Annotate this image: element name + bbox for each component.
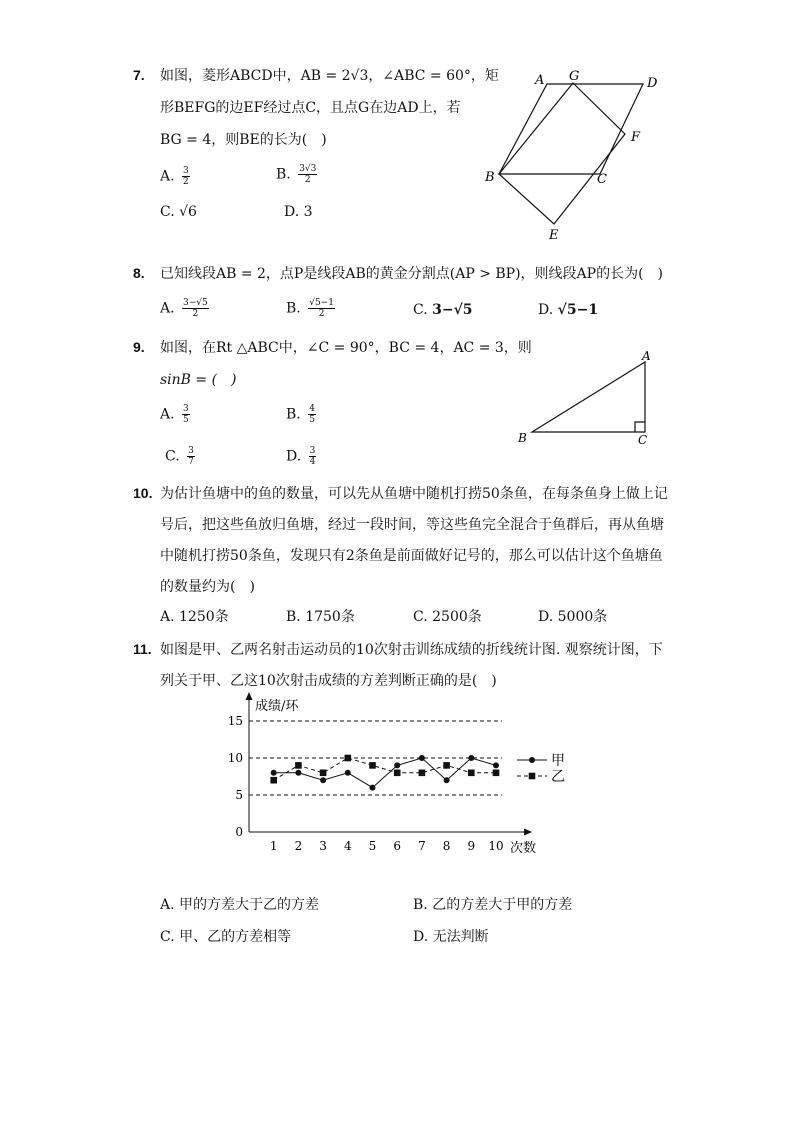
point-label-a: A — [642, 349, 651, 363]
series-1-point-4 — [345, 755, 352, 762]
q9-line2: sinB = ( ) — [160, 372, 237, 388]
series-0-point-5 — [370, 785, 376, 791]
q8-option-a[interactable]: A. $\frac{3-√5}{2}$ — [160, 298, 208, 319]
q11-option-a[interactable]: A. 甲的方差大于乙的方差 — [160, 897, 320, 913]
point-label-e: E — [549, 228, 559, 243]
q10-number: 10. — [133, 485, 153, 501]
q11-number: 11. — [133, 641, 152, 657]
q11-option-c[interactable]: C. 甲、乙的方差相等 — [160, 929, 292, 945]
rhombus-abcd — [499, 84, 643, 174]
q11-line2: 列关于甲、乙这10次射击成绩的方差判断正确的是( ) — [160, 673, 497, 689]
series-0-point-3 — [320, 777, 326, 783]
q9-option-d[interactable]: D. $\frac{3}{4}$ — [286, 446, 316, 467]
legend-label-1: 乙 — [551, 769, 565, 785]
series-1-point-7 — [419, 770, 426, 777]
series-1-point-9 — [468, 770, 475, 777]
q8-line1: 已知线段AB = 2，点P是线段AB的黄金分割点(AP > BP)，则线段AP的长为( ) — [160, 266, 664, 282]
point-label-g: G — [569, 69, 580, 84]
legend-marker-0 — [529, 757, 535, 763]
q10-option-b[interactable]: B. 1750条 — [286, 609, 355, 625]
series-0-point-4 — [345, 770, 351, 776]
q11-option-b[interactable]: B. 乙的方差大于甲的方差 — [413, 897, 573, 913]
legend-label-0: 甲 — [551, 753, 565, 769]
x-tick-label-6: 6 — [393, 839, 402, 853]
x-tick-label-7: 7 — [418, 839, 426, 853]
q9-option-b[interactable]: B. $\frac{4}{5}$ — [286, 404, 315, 425]
q10-line4: 的数量约为( ) — [160, 579, 255, 595]
y-tick-label-5: 5 — [235, 788, 243, 802]
q9-number: 9. — [133, 339, 145, 355]
q9-option-a[interactable]: A. $\frac{3}{5}$ — [160, 404, 189, 425]
q7-option-d[interactable]: D. 3 — [284, 204, 313, 220]
right-angle-mark — [635, 422, 645, 432]
x-tick-label-9: 9 — [467, 839, 476, 853]
series-1-point-8 — [443, 762, 450, 769]
series-0-point-2 — [295, 770, 301, 776]
x-axis-arrow — [524, 829, 532, 836]
q8-option-d[interactable]: D. √5−1 — [538, 302, 599, 318]
x-axis-label: 次数 — [510, 841, 537, 856]
y-axis-label: 成绩/环 — [255, 699, 299, 714]
series-0-point-7 — [419, 755, 425, 761]
series-0-point-10 — [493, 762, 499, 768]
q8-number: 8. — [133, 265, 145, 281]
x-tick-label-8: 8 — [442, 839, 451, 853]
series-1-point-1 — [270, 777, 277, 784]
point-label-d: D — [647, 76, 658, 91]
point-label-f: F — [631, 130, 641, 145]
q10-line1: 为估计鱼塘中的鱼的数量，可以先从鱼塘中随机打捞50条鱼，在每条鱼身上做上记 — [160, 486, 668, 502]
q7-option-c[interactable]: C. √6 — [160, 204, 197, 220]
rectangle-befg — [499, 83, 625, 224]
q7-option-a[interactable]: A. $\frac{3}{2}$ — [160, 166, 189, 187]
q7-line1: 如图，菱形ABCD中，AB = 2√3，∠ABC = 60°，矩 — [160, 68, 499, 84]
q7-figure-rhombus-rectangle — [478, 64, 668, 244]
q10-option-a[interactable]: A. 1250条 — [160, 609, 229, 625]
series-1-point-3 — [320, 770, 327, 777]
triangle-abc — [532, 362, 645, 432]
series-0-point-8 — [444, 777, 450, 783]
q8-option-c[interactable]: C. 3−√5 — [413, 302, 473, 318]
point-label-b: B — [518, 431, 527, 445]
q7-option-b[interactable]: B. $\frac{3√3}{2}$ — [276, 164, 317, 185]
q7-line2: 形BEFG的边EF经过点C，且点G在边AD上，若 — [160, 100, 461, 116]
x-tick-label-3: 3 — [319, 839, 327, 853]
x-tick-label-5: 5 — [368, 839, 377, 853]
series-0-point-9 — [468, 755, 474, 761]
y-tick-label-0: 0 — [235, 825, 243, 839]
q9-option-c[interactable]: C. $\frac{3}{7}$ — [165, 446, 194, 467]
q10-option-d[interactable]: D. 5000条 — [538, 609, 608, 625]
x-tick-label-2: 2 — [294, 839, 303, 853]
series-0-point-6 — [394, 762, 400, 768]
y-axis-arrow — [246, 692, 253, 700]
q11-line1: 如图是甲、乙两名射击运动员的10次射击训练成绩的折线统计图. 观察统计图，下 — [160, 642, 663, 658]
q9-line1: 如图，在Rt △ABC中，∠C = 90°，BC = 4，AC = 3，则 — [160, 340, 532, 356]
series-line-0 — [274, 758, 496, 788]
point-label-c: C — [638, 433, 648, 447]
x-tick-label-1: 1 — [269, 839, 278, 853]
series-1-point-5 — [369, 762, 376, 769]
x-tick-label-4: 4 — [343, 839, 352, 853]
y-tick-label-10: 10 — [227, 751, 243, 765]
x-tick-label-10: 10 — [488, 839, 504, 853]
series-1-point-10 — [493, 770, 500, 777]
series-1-point-6 — [394, 770, 401, 777]
point-label-c: C — [597, 172, 607, 187]
q7-line3: BG = 4，则BE的长为( ) — [160, 132, 327, 148]
series-1-point-2 — [295, 762, 302, 769]
q7-number: 7. — [133, 67, 145, 83]
legend-marker-1 — [529, 773, 536, 780]
q8-option-b[interactable]: B. $\frac{√5-1}{2}$ — [286, 298, 334, 319]
series-0-point-1 — [271, 770, 277, 776]
q10-line2: 号后，把这些鱼放归鱼塘，经过一段时间，等这些鱼完全混合于鱼群后，再从鱼塘 — [160, 517, 664, 533]
q11-line-chart — [225, 690, 585, 860]
y-tick-label-15: 15 — [227, 714, 243, 728]
point-label-a: A — [535, 73, 545, 88]
q10-line3: 中随机打捞50条鱼，发现只有2条鱼是前面做好记号的，那么可以估计这个鱼塘鱼 — [160, 548, 663, 564]
point-label-b: B — [485, 170, 495, 185]
q9-figure-right-triangle — [512, 348, 662, 448]
q10-option-c[interactable]: C. 2500条 — [413, 609, 482, 625]
q11-option-d[interactable]: D. 无法判断 — [413, 929, 489, 945]
